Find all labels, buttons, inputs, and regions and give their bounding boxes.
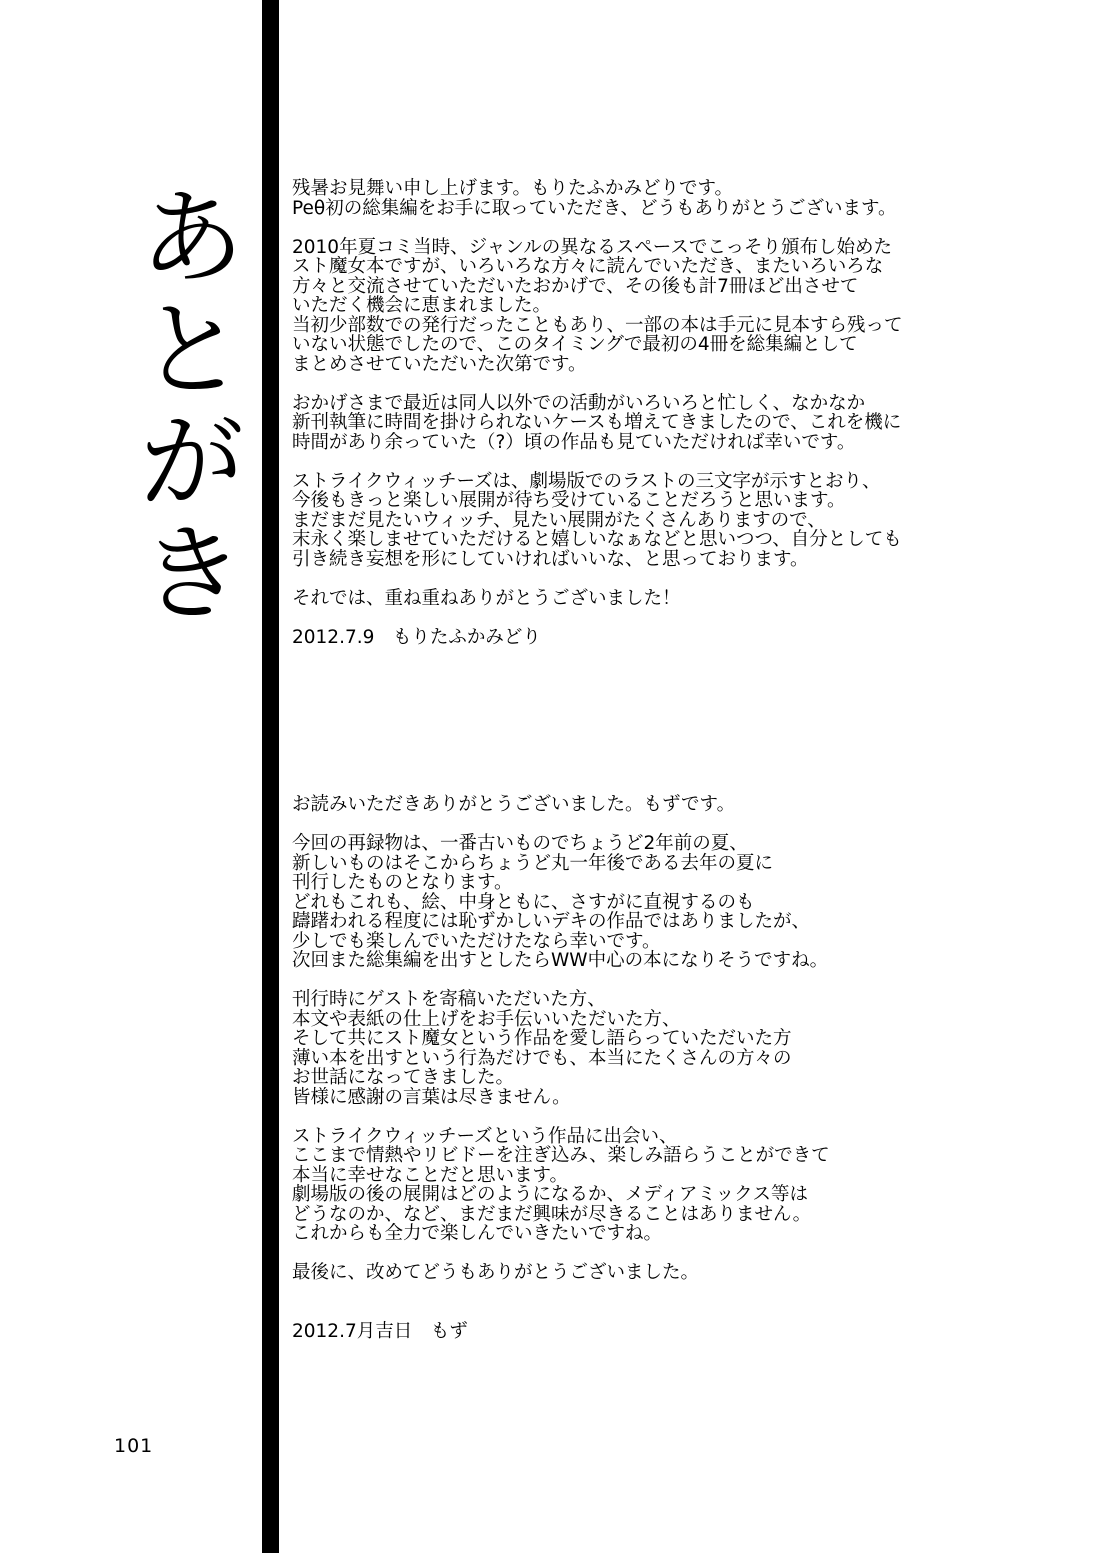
text-line: 次回また総集編を出すとしたらWW中心の本になりそうですね。 xyxy=(292,950,829,971)
afterword-note-1 xyxy=(292,179,1102,647)
text-line: まとめさせていただいた次第です。 xyxy=(292,353,587,375)
text-line: それでは、重ね重ねありがとうございました！ xyxy=(292,587,681,609)
text-line: スト魔女本ですが、いろいろな方々に読んでいただき、またいろいろな xyxy=(292,256,884,277)
text-line: 時間があり余っていた（?）頃の作品も見ていただければ幸いです。 xyxy=(292,431,856,453)
text-line: 新しいものはそこからちょうど丸一年後である去年の夏に xyxy=(292,852,774,874)
text-line: 劇場版の後の展開はどのようになるか、メディアミックス等は xyxy=(292,1184,808,1205)
text-line: 少しでも楽しんでいただけたなら幸いです。 xyxy=(292,930,661,952)
text-line: 最後に、改めてどうもありがとうございました。 xyxy=(292,1262,700,1283)
text-line: いない状態でしたので、このタイミングで最初の4冊を総集編として xyxy=(292,334,858,355)
paragraph xyxy=(292,990,1102,1107)
text-line: 躊躇われる程度には恥ずかしいデキの作品ではありましたが、 xyxy=(292,911,811,932)
signature-2: 2012.7月吉日 もず xyxy=(292,1320,468,1342)
text-line: ストライクウィッチーズという作品に出会い、 xyxy=(292,1125,678,1147)
vertical-divider-bar xyxy=(262,0,279,1553)
text-line: 2010年夏コミ当時、ジャンルの異なるスペースでこっそり頒布し始めた xyxy=(292,236,892,258)
text-line: 当初少部数での発行だったこともあり、一部の本は手元に見本すら残って xyxy=(292,314,903,336)
paragraph xyxy=(292,394,1102,453)
paragraph xyxy=(292,795,1102,815)
paragraph xyxy=(292,1127,1102,1244)
paragraph xyxy=(292,589,1102,609)
text-line: ストライクウィッチーズは、劇場版でのラストの三文字が示すとおり、 xyxy=(292,470,881,492)
title-char: と xyxy=(139,289,244,411)
text-line: 方々と交流させていただいたおかげで、その後も計7冊ほど出させて xyxy=(292,275,859,297)
text-line: 引き続き妄想を形にしていければいいな、と思っております。 xyxy=(292,548,809,570)
page-title xyxy=(132,177,252,635)
text-line: まだまだ見たいウィッチ、見たい展開がたくさんありますので、 xyxy=(292,509,826,531)
paragraph xyxy=(292,1263,1102,1283)
title-char: あ xyxy=(139,177,244,299)
text-line: 本文や表紙の仕上げをお手伝いいただいた方、 xyxy=(292,1008,681,1030)
text-line: 本当に幸せなことだと思います。 xyxy=(292,1164,569,1186)
text-line: お世話になってきました。 xyxy=(292,1067,515,1088)
text-line: そして共にスト魔女という作品を愛し語らっていただいた方 xyxy=(292,1028,792,1049)
paragraph xyxy=(292,238,1102,375)
page-number: 101 xyxy=(114,1435,154,1457)
text-line: これからも全力で楽しんでいきたいですね。 xyxy=(292,1223,663,1244)
text-line: ここまで情熱やリビドーを注ぎ込み、楽しみ語らうことができて xyxy=(292,1145,830,1166)
paragraph xyxy=(292,179,1102,218)
text-line: どうなのか、など、まだまだ興味が尽きることはありません。 xyxy=(292,1203,812,1225)
text-line: 皆様に感謝の言葉は尽きません。 xyxy=(292,1086,571,1108)
text-line: 末永く楽しませていただけると嬉しいなぁなどと思いつつ、自分としても xyxy=(292,529,902,550)
text-line: おかげさまで最近は同人以外での活動がいろいろと忙しく、なかなか xyxy=(292,392,866,414)
text-line: どれもこれも、絵、中身ともに、さすがに直視するのも xyxy=(292,891,755,913)
text-line: お読みいただきありがとうございました。もずです。 xyxy=(292,794,736,815)
text-line: 残暑お見舞い申し上げます。もりたふかみどりです。 xyxy=(292,178,734,199)
text-line: 刊行時にゲストを寄稿いただいた方、 xyxy=(292,989,606,1010)
text-line: 新刊執筆に時間を掛けられないケースも増えてきましたので、これを機に xyxy=(292,412,902,433)
text-line: 薄い本を出すという行為だけでも、本当にたくさんの方々の xyxy=(292,1047,792,1069)
afterword-note-2 xyxy=(292,795,1102,1341)
text-line: いただく機会に恵まれました。 xyxy=(292,295,552,316)
paragraph xyxy=(292,472,1102,570)
title-char: が xyxy=(139,401,244,523)
text-line: 刊行したものとなります。 xyxy=(292,872,513,893)
signature-1: 2012.7.9 もりたふかみどり xyxy=(292,626,541,648)
text-line: 今回の再録物は、一番古いものでちょうど2年前の夏、 xyxy=(292,833,748,854)
text-line: 今後もきっと楽しい展開が待ち受けていることだろうと思います。 xyxy=(292,490,846,511)
text-line: Peθ初の総集編をお手に取っていただき、どうもありがとうございます。 xyxy=(292,197,897,219)
paragraph xyxy=(292,834,1102,971)
title-char: き xyxy=(139,513,244,635)
